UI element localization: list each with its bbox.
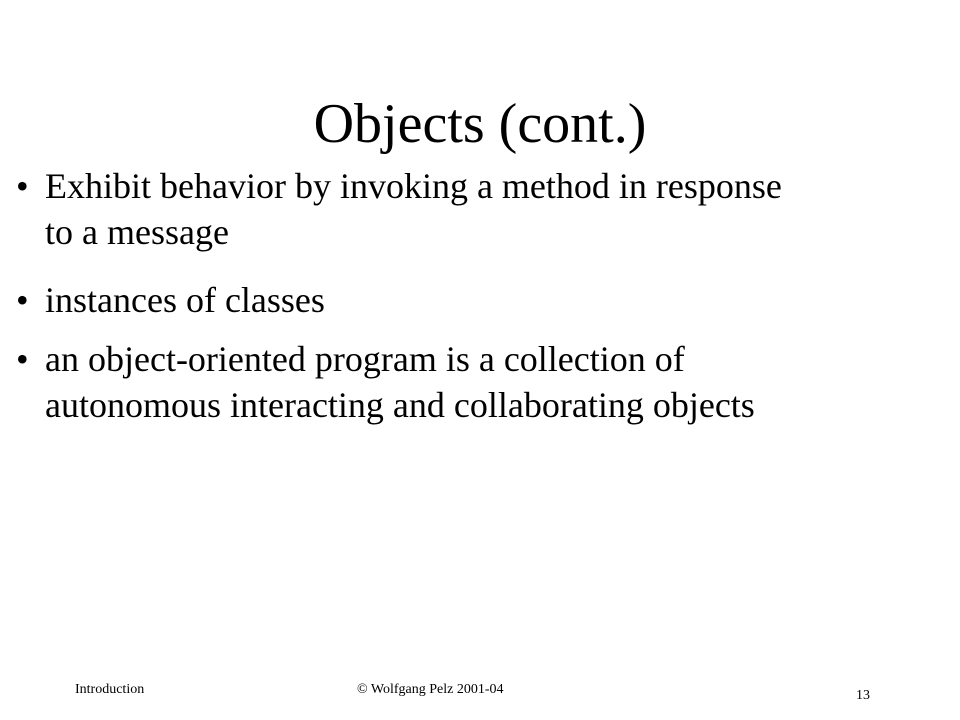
bullet-dot-icon: •: [16, 280, 29, 320]
bullet-dot-icon: •: [16, 166, 29, 206]
bullet-text: Exhibit behavior by invoking a method in response to a message: [45, 166, 782, 252]
bullet-dot-icon: •: [16, 339, 29, 379]
footer-section-label: Introduction: [75, 682, 145, 697]
bullet-text: instances of classes: [45, 280, 325, 320]
bullet-text: an object-oriented program is a collection of autonomous interacting and collaborating objects: [45, 339, 755, 425]
footer-page-number: 13: [856, 688, 870, 703]
footer-copyright: © Wolfgang Pelz 2001-04: [357, 682, 504, 697]
slide-title: Objects (cont.): [313, 93, 647, 155]
